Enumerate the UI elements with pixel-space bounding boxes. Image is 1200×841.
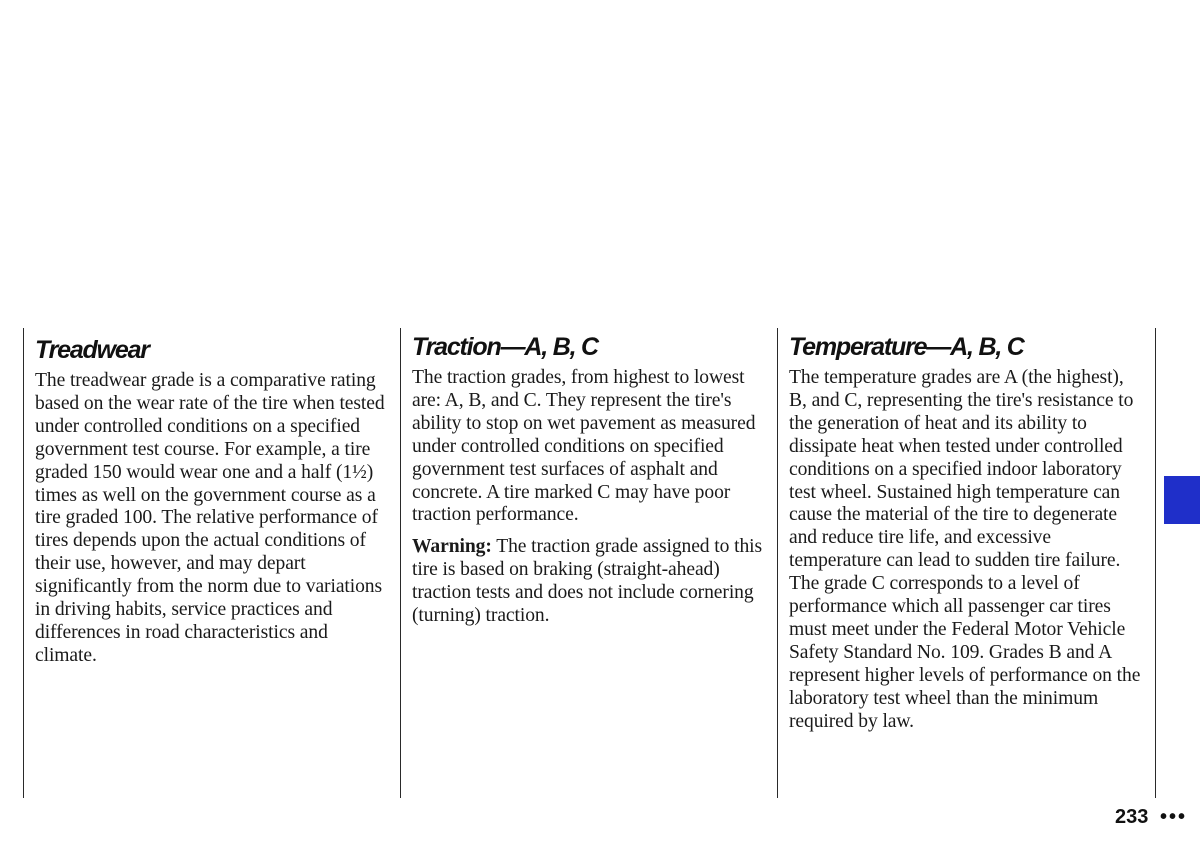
column-divider — [1155, 328, 1156, 798]
section-paragraph: The temperature grades are A (the highest), B, and C, representing the tire's resistance to the generation of heat and its ability to dissipate heat when tested under controlled conditions on a specified indoor laboratory test wheel. Sustained high temperature can cause the material of the tire to degenerate and reduce tire life, and excessive temperature can lead to sudden tire failure. The grade C corresponds to a level of performance which all passenger car tires must meet under the Federal Motor Vehicle Safety Standard No. 109. Grades B and A represent higher levels of performance on the laboratory test wheel than the minimum required by law. — [789, 367, 1141, 732]
column-divider — [400, 328, 401, 798]
column-divider — [777, 328, 778, 798]
page-dots: ••• — [1160, 806, 1188, 828]
warning-paragraph — [412, 536, 768, 628]
section-paragraph: The treadwear grade is a comparative rating based on the wear rate of the tire when tested under controlled conditions on a specified government test course. For example, a tire graded 150 would wear one and a half (1½) times as well on the government course as a tire graded 100. The relative performance of tires depends upon the actual conditions of their use, however, and may depart significantly from the norm due to variations in driving habits, service practices and differences in road characteristics and climate. — [35, 370, 385, 666]
page-number: 233 — [1115, 806, 1149, 828]
temperature-section — [789, 332, 1145, 734]
warning-label: Warning: — [412, 536, 492, 558]
treadwear-section — [35, 335, 391, 668]
section-heading: Treadwear — [35, 336, 149, 364]
warning-text: The traction grade assigned to this tire is based on braking (straight-ahead) traction tests and does not include cornering (turning) traction. — [412, 536, 763, 627]
traction-section — [412, 332, 768, 628]
section-heading: Traction—A, B, C — [412, 333, 598, 361]
section-paragraph: The traction grades, from highest to lowest are: A, B, and C. They represent the tire's ability to stop on wet pavement as measured under controlled conditions on specified government test surfaces of asphalt and concrete. A tire marked C may have poor traction performance. — [412, 367, 756, 526]
section-heading: Temperature—A, B, C — [789, 333, 1024, 361]
column-divider — [23, 328, 24, 798]
section-tab-marker — [1164, 476, 1200, 524]
